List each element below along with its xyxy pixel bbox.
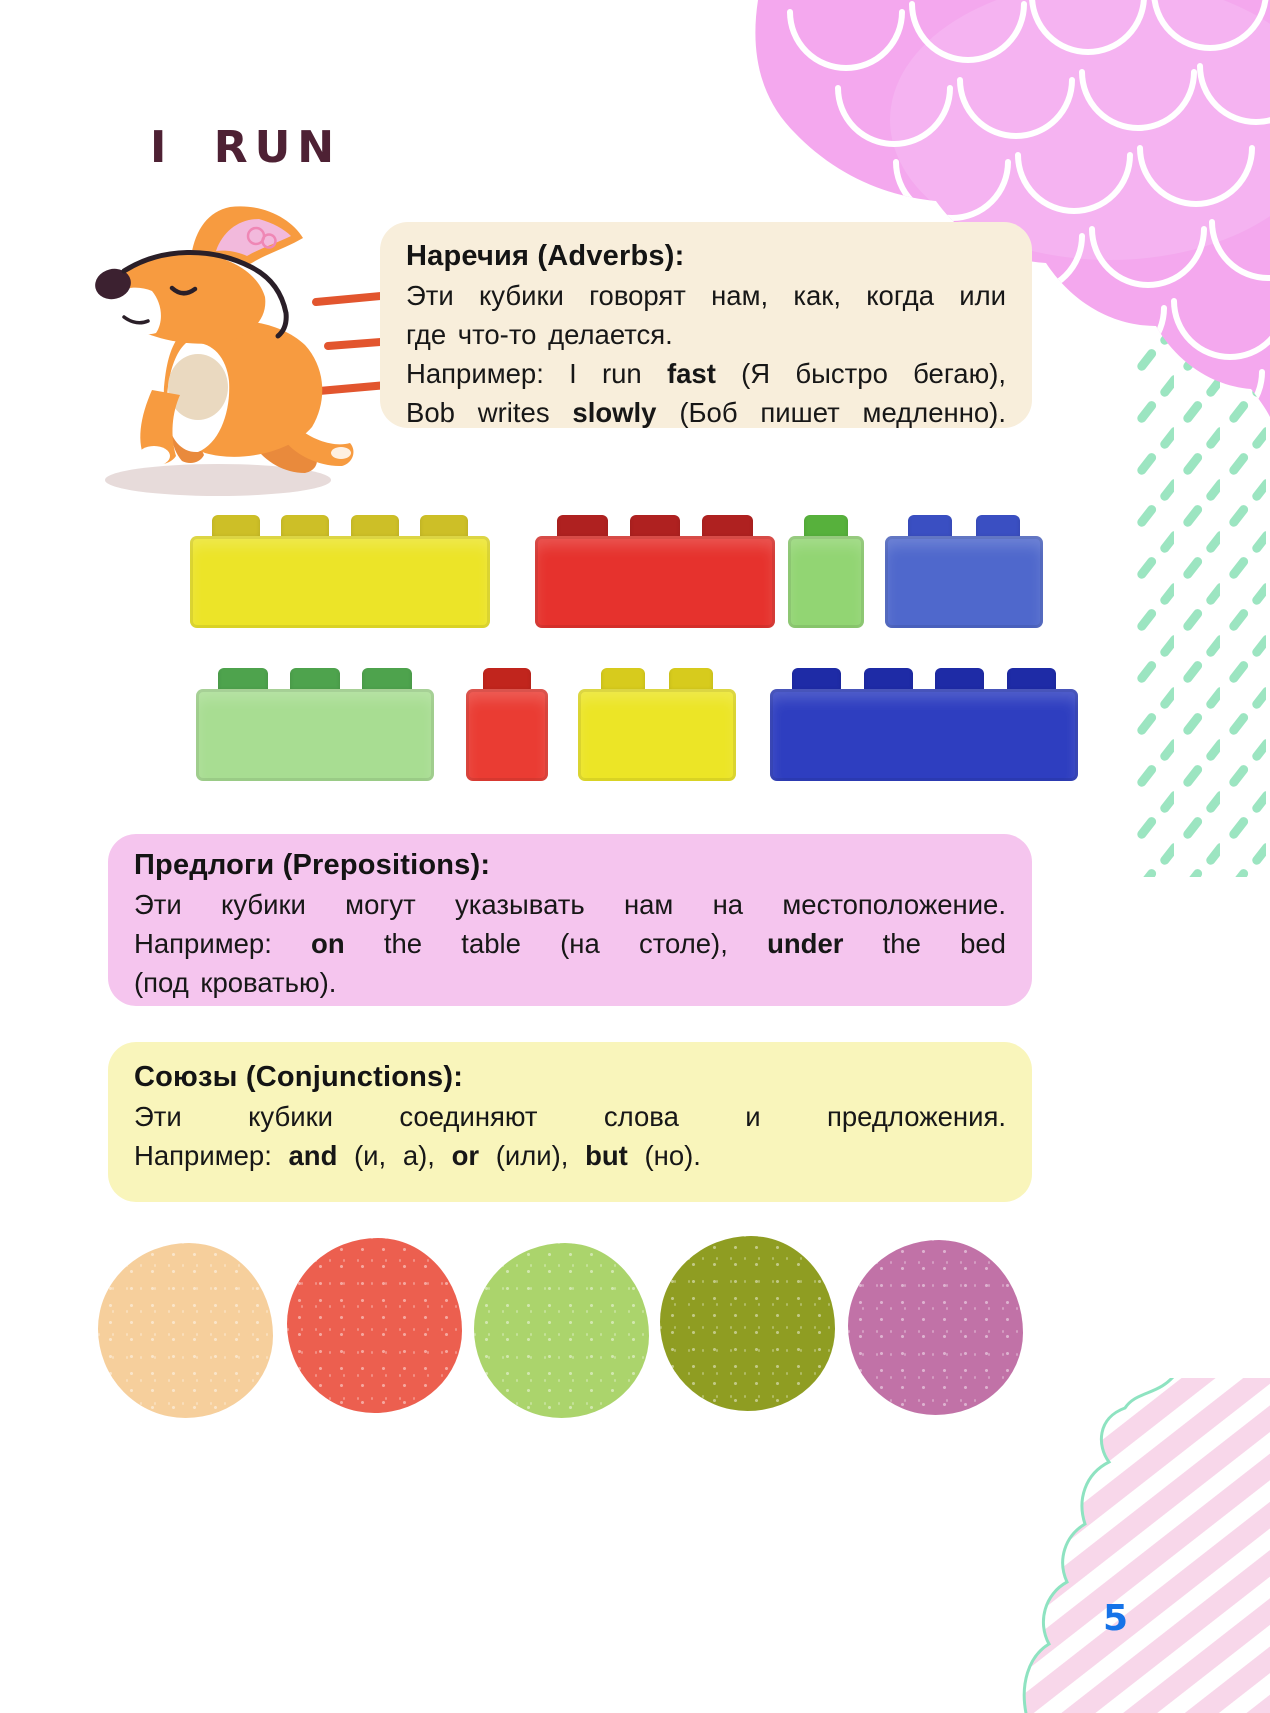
conjunctions-heading: Союзы (Conjunctions):: [134, 1061, 464, 1093]
text-segment: (или),: [479, 1140, 586, 1171]
conjunctions-box: [108, 1042, 1032, 1202]
prepositions-line-2: [134, 924, 1006, 963]
chest-patch: [168, 354, 228, 420]
adverbs-line-4: [406, 393, 1006, 432]
adverbs-line-1: Эти кубики говорят нам, как, когда или: [406, 280, 1006, 311]
prepositions-line-3: (под кроватью).: [134, 967, 337, 998]
bold-word-under: under: [767, 928, 844, 959]
olive-stamp: [660, 1236, 835, 1411]
text-segment: Например:: [134, 928, 312, 959]
dog-body-group: [92, 206, 354, 473]
green-stamp: [474, 1243, 649, 1418]
peach-stamp: [98, 1243, 273, 1418]
text-segment: the bed: [843, 928, 1006, 959]
bold-word-and: and: [288, 1140, 338, 1171]
striped-blob-shape: [1024, 1378, 1270, 1713]
green-brick-1-stud: [788, 515, 864, 628]
prepositions-heading: Предлоги (Prepositions):: [134, 849, 491, 881]
bold-word-slowly: slowly: [572, 397, 657, 428]
text-segment: Bob writes: [406, 397, 573, 428]
yellow-brick-2-studs: [578, 668, 736, 781]
page-number: 5: [1103, 1598, 1129, 1639]
bold-word-but: but: [585, 1140, 628, 1171]
page-title: I RUN: [150, 122, 342, 173]
text-segment: Например: I run: [406, 358, 667, 389]
adverbs-heading: Наречия (Adverbs):: [406, 240, 685, 272]
running-dog-illustration: [90, 195, 400, 505]
conjunctions-line-1: Эти кубики соединяют слова и предложения.: [134, 1101, 1006, 1132]
text-segment: (Я быстро бегаю),: [715, 358, 1006, 389]
red-brick-3-studs: [535, 515, 775, 628]
coral-stamp: [287, 1238, 462, 1413]
striped-blob-decoration: [985, 1378, 1270, 1713]
blue-brick-2-studs: [885, 515, 1043, 628]
text-segment: Например:: [134, 1140, 289, 1171]
blue-brick-4-studs: [770, 668, 1078, 781]
red-brick-1-stud: [466, 668, 548, 781]
yellow-brick-4-studs: [190, 515, 490, 628]
text-segment: the table (на столе),: [344, 928, 768, 959]
bold-word-fast: fast: [666, 358, 716, 389]
green-brick-3-studs: [196, 668, 434, 781]
prepositions-line-1: Эти кубики могут указывать нам на местоположение.: [134, 889, 1006, 920]
adverbs-line-3: [406, 354, 1006, 393]
adverbs-line-2: где что-то делается.: [406, 319, 673, 350]
conjunctions-line-2: [134, 1136, 1006, 1175]
text-segment: (но).: [627, 1140, 701, 1171]
adverbs-box: [380, 222, 1032, 428]
text-segment: (Боб пишет медленно).: [656, 397, 1006, 428]
bold-word-or: or: [451, 1140, 480, 1171]
prepositions-box: [108, 834, 1032, 1006]
text-segment: (и, а),: [337, 1140, 452, 1171]
bold-word-on: on: [311, 928, 345, 959]
